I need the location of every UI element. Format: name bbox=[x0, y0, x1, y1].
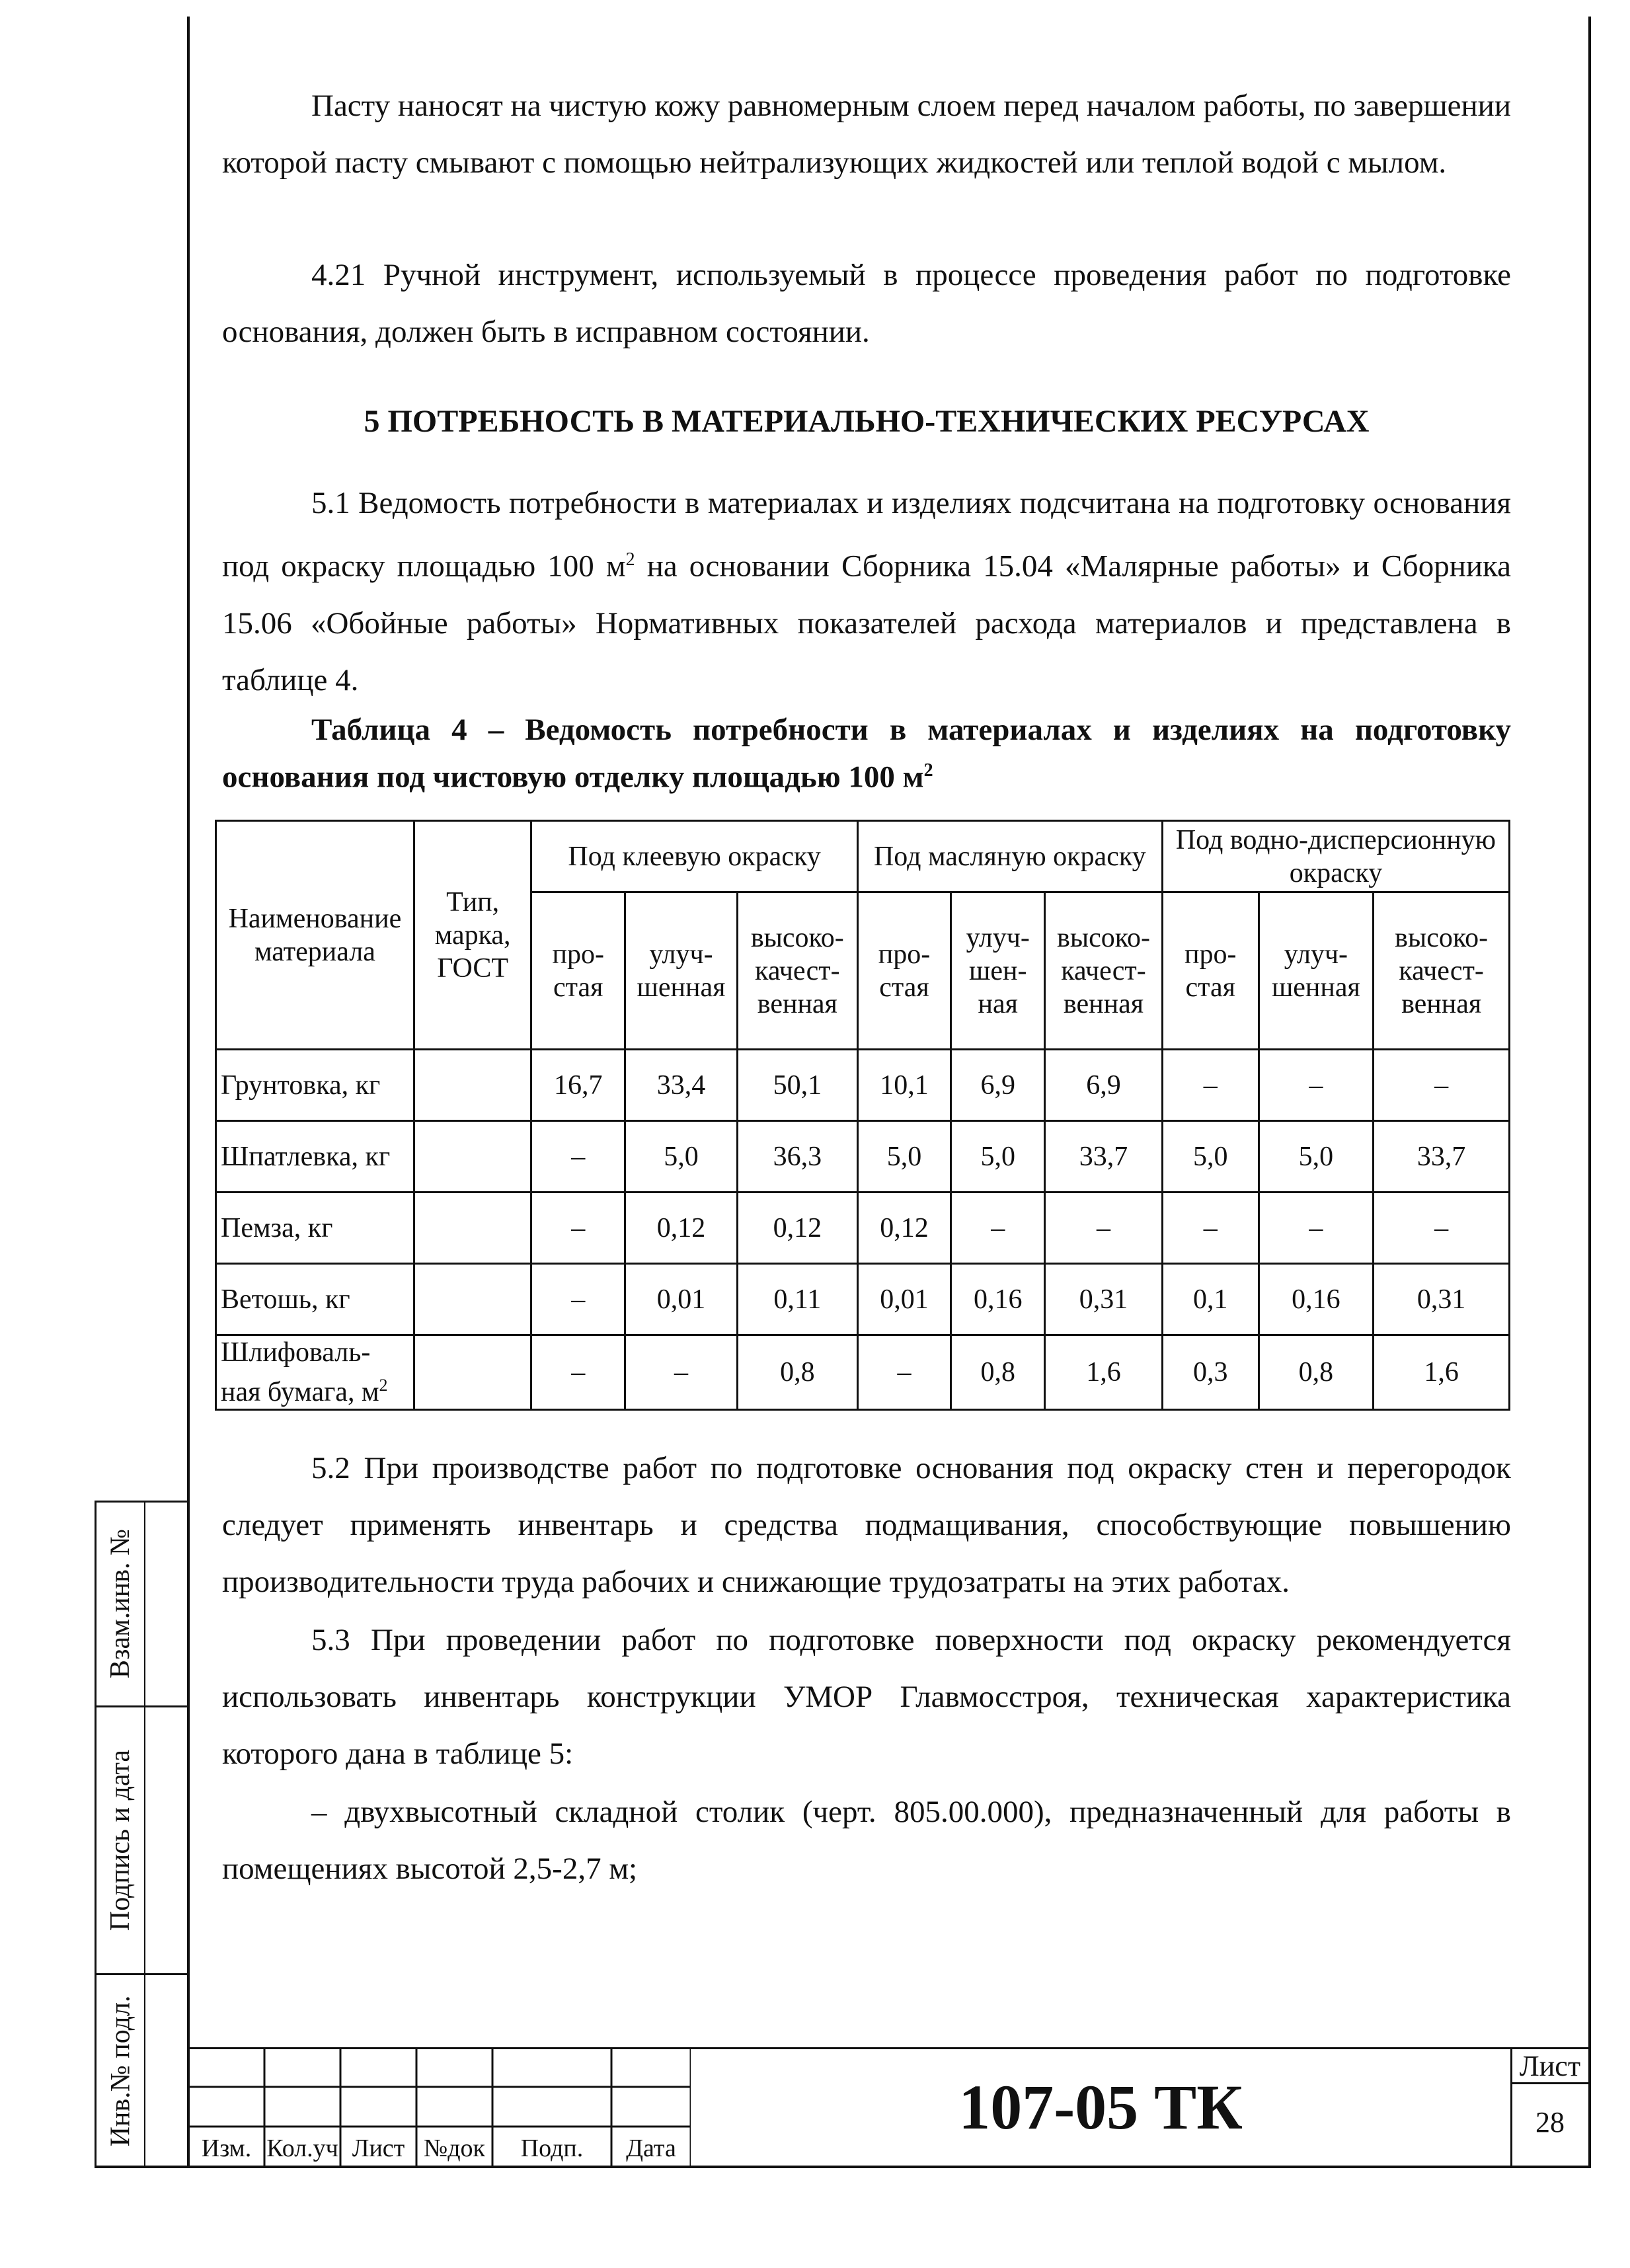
paragraph-5-2: 5.2 При производстве работ по подготовке основания под окраску стен и перегородок следует применять инвентарь и средства подмащивания, способствующие повышению производительности труда рабочих и снижающие трудозатраты на этих работах. bbox=[222, 1451, 1511, 1599]
cell-value: – bbox=[531, 1264, 625, 1335]
side-cell-inv bbox=[95, 1975, 146, 2167]
section-heading: 5 ПОТРЕБНОСТЬ В МАТЕРИАЛЬНО-ТЕХНИЧЕСКИХ РЕСУРСАХ bbox=[364, 404, 1370, 439]
cell-value: 33,7 bbox=[1374, 1121, 1510, 1193]
header-material-name: Наименование материала bbox=[216, 821, 414, 1050]
cell-value: 0,11 bbox=[737, 1264, 857, 1335]
side-label-inv: Инв.№ подл. bbox=[105, 1995, 136, 2146]
cell-value: – bbox=[1374, 1193, 1510, 1264]
table-caption bbox=[222, 709, 1511, 798]
paragraph-5-1-sup: 2 bbox=[625, 549, 635, 570]
side-cell-podpis bbox=[95, 1707, 146, 1973]
cell-value: 1,6 bbox=[1374, 1335, 1510, 1410]
cell-value: 50,1 bbox=[737, 1050, 857, 1121]
cell-value: 0,8 bbox=[951, 1335, 1045, 1410]
cell-value: – bbox=[531, 1335, 625, 1410]
document-code: 107-05 ТК bbox=[958, 2071, 1243, 2142]
cell-value: – bbox=[1162, 1050, 1259, 1121]
sheet-number: 28 bbox=[1535, 2106, 1565, 2138]
paragraph-paste: Пасту наносят на чистую кожу равномерным слоем перед началом работы, по завершении которой пасту смывают с помощью нейтрализующих жидкостей или теплой водой с мылом. bbox=[222, 89, 1511, 180]
header-group-oil: Под масляную окраску bbox=[857, 821, 1162, 892]
paragraph-5-1 bbox=[222, 475, 1511, 709]
table-row bbox=[216, 1193, 1510, 1264]
cell-value: 33,4 bbox=[625, 1050, 738, 1121]
cell-value: 0,31 bbox=[1374, 1264, 1510, 1335]
header-group-glue: Под клеевую окраску bbox=[531, 821, 857, 892]
cell-value: 1,6 bbox=[1045, 1335, 1163, 1410]
cell-value: 0,01 bbox=[857, 1264, 951, 1335]
row-name bbox=[216, 1335, 414, 1410]
cell-value: 0,12 bbox=[857, 1193, 951, 1264]
subheader-cell: улуч-шен-ная bbox=[951, 892, 1045, 1050]
sheet-label: Лист bbox=[1519, 2050, 1581, 2082]
header-type: Тип, марка, ГОСТ bbox=[414, 821, 531, 1050]
frame-right-line bbox=[1588, 17, 1591, 2167]
cell-value: 0,16 bbox=[951, 1264, 1045, 1335]
paragraph-5-1-text-a: 5.1 Ведомость потребности в материалах и изделиях подсчитана на подготовку основания под окраску площадью 100 м bbox=[222, 486, 1511, 584]
cell-value: 0,8 bbox=[1259, 1335, 1374, 1410]
cell-value: 36,3 bbox=[737, 1121, 857, 1193]
table-caption-sup: 2 bbox=[923, 760, 933, 781]
row-type bbox=[414, 1121, 531, 1193]
materials-table bbox=[215, 820, 1510, 1411]
cell-value: – bbox=[531, 1121, 625, 1193]
table-row bbox=[216, 1335, 1510, 1410]
paragraph-dash-item: – двухвысотный складной столик (черт. 805.00.000), предназначенный для работы в помещениях высотой 2,5-2,7 м; bbox=[222, 1795, 1511, 1886]
stamp-ndok: №док bbox=[423, 2134, 486, 2162]
cell-value: 6,9 bbox=[1045, 1050, 1163, 1121]
row-name: Грунтовка, кг bbox=[216, 1050, 414, 1121]
cell-value: 0,1 bbox=[1162, 1264, 1259, 1335]
row-type bbox=[414, 1335, 531, 1410]
stamp-data: Дата bbox=[626, 2134, 676, 2162]
frame-left-line bbox=[187, 17, 190, 2167]
cell-value: 0,3 bbox=[1162, 1335, 1259, 1410]
paragraph-5-3: 5.3 При проведении работ по подготовке поверхности под окраску рекомендуется использовать инвентарь конструкции УМОР Главмосстроя, техническая характеристика которого дана в таблице 5: bbox=[222, 1623, 1511, 1771]
cell-value: 0,12 bbox=[737, 1193, 857, 1264]
cell-value: – bbox=[531, 1193, 625, 1264]
cell-value: – bbox=[1045, 1193, 1163, 1264]
table-row bbox=[216, 1050, 1510, 1121]
subheader-cell: высоко-качест-венная bbox=[1045, 892, 1163, 1050]
cell-value: – bbox=[1259, 1050, 1374, 1121]
cell-value: 10,1 bbox=[857, 1050, 951, 1121]
cell-value: 0,31 bbox=[1045, 1264, 1163, 1335]
subheader-cell: про-стая bbox=[531, 892, 625, 1050]
table-caption-text: Таблица 4 – Ведомость потребности в материалах и изделиях на подготовку основания под чистовую отделку площадью 100 м bbox=[222, 713, 1511, 795]
cell-value: 5,0 bbox=[857, 1121, 951, 1193]
subheader-cell: высоко-качест-венная bbox=[737, 892, 857, 1050]
paragraph-5-1-text-b: на основании Сборника 15.04 «Малярные работы» и Сборника 15.06 «Обойные работы» Нормативных показателей расхода материалов и представлена в таблице 4. bbox=[222, 549, 1511, 697]
cell-value: 5,0 bbox=[625, 1121, 738, 1193]
table-row bbox=[216, 1121, 1510, 1193]
side-label-podpis: Подпись и дата bbox=[105, 1749, 136, 1931]
cell-value: 5,0 bbox=[951, 1121, 1045, 1193]
cell-value: – bbox=[857, 1335, 951, 1410]
subheader-cell: про-стая bbox=[1162, 892, 1259, 1050]
row-name-sup: 2 bbox=[379, 1376, 388, 1395]
cell-value: 33,7 bbox=[1045, 1121, 1163, 1193]
stamp-podp: Подп. bbox=[520, 2134, 584, 2162]
cell-value: – bbox=[951, 1193, 1045, 1264]
header-group-water: Под водно-дисперсионную окраску bbox=[1162, 821, 1509, 892]
row-type bbox=[414, 1050, 531, 1121]
cell-value: 0,8 bbox=[737, 1335, 857, 1410]
stamp-list: Лист bbox=[352, 2134, 405, 2162]
row-type bbox=[414, 1264, 531, 1335]
cell-value: – bbox=[1374, 1050, 1510, 1121]
cell-value: – bbox=[625, 1335, 738, 1410]
cell-value: – bbox=[1259, 1193, 1374, 1264]
subheader-cell: улуч-шенная bbox=[625, 892, 738, 1050]
stamp-izm: Изм. bbox=[201, 2134, 252, 2162]
cell-value: 0,12 bbox=[625, 1193, 738, 1264]
cell-value: 16,7 bbox=[531, 1050, 625, 1121]
cell-value: 0,16 bbox=[1259, 1264, 1374, 1335]
side-label-vzam: Взам.инв. № bbox=[105, 1528, 136, 1679]
subheader-cell: про-стая bbox=[857, 892, 951, 1050]
cell-value: 5,0 bbox=[1259, 1121, 1374, 1193]
side-cell-vzam bbox=[95, 1502, 146, 1705]
row-type bbox=[414, 1193, 531, 1264]
row-name-text: Шлифоваль-ная бумага, м bbox=[221, 1337, 379, 1407]
row-name: Ветошь, кг bbox=[216, 1264, 414, 1335]
cell-value: 6,9 bbox=[951, 1050, 1045, 1121]
stamp-kol: Кол.уч bbox=[266, 2134, 338, 2162]
row-name: Пемза, кг bbox=[216, 1193, 414, 1264]
subheader-cell: улуч-шенная bbox=[1259, 892, 1374, 1050]
row-name: Шпатлевка, кг bbox=[216, 1121, 414, 1193]
cell-value: 5,0 bbox=[1162, 1121, 1259, 1193]
paragraph-4-21: 4.21 Ручной инструмент, используемый в процессе проведения работ по подготовке основания, должен быть в исправном состоянии. bbox=[222, 258, 1511, 349]
cell-value: – bbox=[1162, 1193, 1259, 1264]
table-row bbox=[216, 1264, 1510, 1335]
subheader-cell: высоко-качест-венная bbox=[1374, 892, 1510, 1050]
cell-value: 0,01 bbox=[625, 1264, 738, 1335]
